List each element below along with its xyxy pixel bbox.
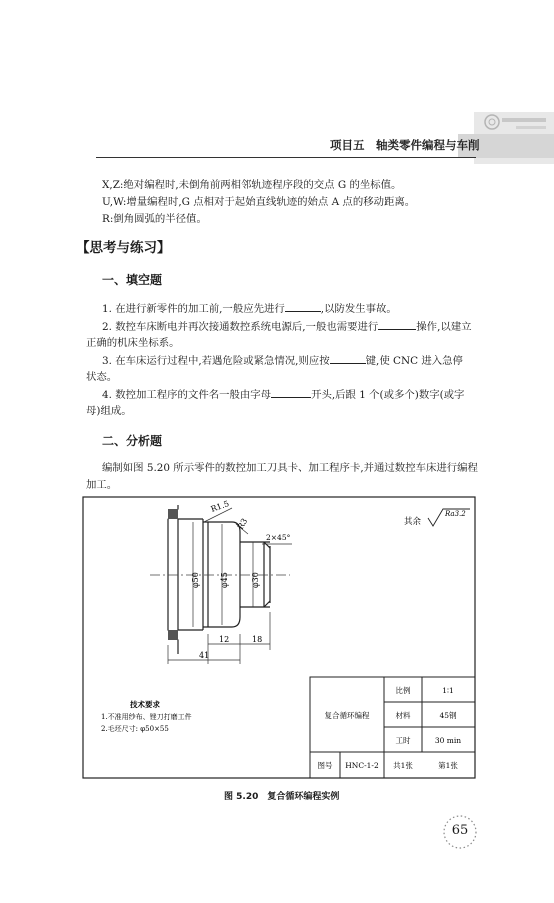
analysis-paragraph-line1: 编制如图 5.20 所示零件的数控加工刀具卡、加工程序卡,并通过数控车床进行编程 [102, 462, 478, 474]
question-4-text-a: 4. 数控加工程序的文件名一般由字母 [102, 389, 272, 401]
question-2-text-b: 操作,以建立 [416, 321, 472, 333]
definition-uw: U,W:增量编程时,G 点相对于起始直线轨迹的始点 A 点的移动距离。 [102, 196, 416, 208]
tech-requirement-1: 1.不准用纱布、锉刀打磨工件 [101, 713, 192, 721]
work-hours-value: 30 min [434, 736, 462, 745]
radius-small-label: R1.5 [209, 499, 231, 514]
question-1-text-a: 1. 在进行新零件的加工前,一般应先进行 [102, 303, 285, 315]
question-1-text-b: ,以防发生事故。 [320, 303, 397, 315]
section-heading: 【思考与练习】 [76, 240, 171, 256]
hatched-ends [168, 509, 178, 640]
roughness-value-label: Ra3.2 [445, 510, 466, 518]
radius-large-label: R3 [235, 516, 250, 531]
material-label: 材料 [395, 711, 411, 720]
drawing-number-label: 图号 [317, 761, 333, 770]
sheets-total: 共1张 [393, 761, 413, 770]
drawing-number: HNC-1-2 [345, 761, 379, 770]
definition-xz: X,Z:绝对编程时,未倒角前两相邻轨迹程序段的交点 G 的坐标值。 [102, 179, 402, 191]
analysis-heading: 二、分析题 [102, 434, 163, 448]
analysis-paragraph-line2: 加工。 [86, 479, 118, 491]
chamfer-label: 2×45° [266, 533, 291, 542]
tech-requirements-title: 技术要求 [130, 700, 160, 709]
fill-in-heading: 一、填空题 [102, 273, 163, 287]
material-value: 45钢 [439, 711, 457, 720]
page-number: 65 [451, 823, 469, 838]
dimension-41-label: 41 [199, 651, 210, 660]
diameter-50-label: φ50 [191, 572, 200, 588]
roughness-prefix-label: 其余 [404, 517, 422, 527]
question-2-continued: 正确的机床坐标系。 [86, 337, 180, 349]
scale-value: 1∶1 [442, 686, 454, 695]
dimension-18-label: 18 [252, 635, 263, 644]
question-4-continued: 母)组成。 [86, 405, 132, 417]
page-number-badge [442, 814, 478, 850]
question-2-text-a: 2. 数控车床断电并再次接通数控系统电源后,一般也需要进行 [102, 321, 379, 333]
question-4-text-b: 开头,后跟 1 个(或多个)数字(或字 [311, 389, 465, 401]
figure-caption: 图 5.20 复合循环编程实例 [224, 792, 340, 802]
diameter-30-label: φ30 [251, 572, 260, 588]
definition-r: R:倒角圆弧的半径值。 [102, 213, 207, 225]
sheet-number: 第1张 [438, 761, 458, 770]
work-hours-label: 工时 [395, 736, 411, 745]
tech-requirement-2: 2.毛坯尺寸: φ50×55 [101, 725, 169, 733]
question-3-text-a: 3. 在车床运行过程中,若遇危险或紧急情况,则应按 [102, 355, 330, 367]
question-3-text-b: 键,使 CNC 进入急停 [365, 355, 463, 367]
diameter-45-label: φ45 [220, 572, 229, 588]
question-3-continued: 状态。 [86, 371, 118, 383]
dimension-lines [168, 508, 292, 664]
scale-label: 比例 [395, 686, 411, 695]
title-block-name: 复合循环编程 [324, 711, 370, 720]
running-header-title: 项目五 轴类零件编程与车削 [330, 138, 480, 152]
dimension-12-label: 12 [219, 635, 230, 644]
